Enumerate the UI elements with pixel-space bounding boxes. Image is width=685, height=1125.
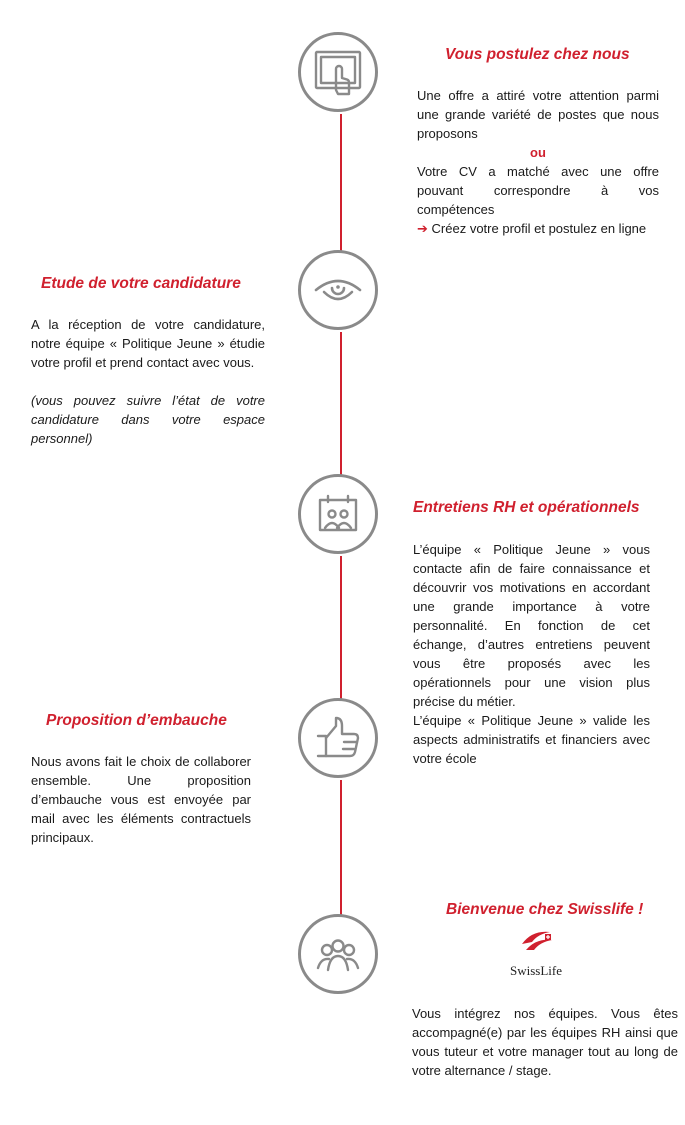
step-3-paragraph-2: L’équipe « Politique Jeune » valide les aspects administratifs et financiers avec votre école	[413, 713, 650, 766]
touch-screen-icon	[310, 44, 366, 100]
eye-icon	[310, 262, 366, 318]
step-4-node	[298, 698, 378, 778]
swisslife-logo	[498, 928, 574, 979]
step-1-paragraph-2: Votre CV a matché avec une offre pouvant correspondre à vos compétences	[417, 164, 659, 217]
timeline-line	[340, 332, 342, 476]
timeline-line	[340, 556, 342, 700]
step-1-title: Vous postulez chez nous	[445, 46, 630, 63]
step-2-title: Etude de votre candidature	[41, 275, 241, 292]
interview-icon	[310, 486, 366, 542]
step-1-node	[298, 32, 378, 112]
step-2-description	[31, 315, 265, 448]
team-icon	[310, 926, 366, 982]
swisslife-logo-text: SwissLife	[510, 963, 562, 978]
step-5-paragraph-1: Vous intégrez nos équipes. Vous êtes accompagné(e) par les équipes RH ainsi que vous tuteur et votre manager tout au long de votre alternance / stage.	[412, 1006, 678, 1078]
step-1-paragraph-1: Une offre a attiré votre attention parmi une grande variété de postes que nous proposons	[417, 88, 659, 141]
step-2-paragraph-1: A la réception de votre candidature, notre équipe « Politique Jeune » étudie votre profil et prend contact avec vous.	[31, 317, 265, 370]
swisslife-logo-mark	[518, 928, 554, 956]
step-3-description	[413, 540, 650, 768]
thumbs-up-icon	[310, 710, 366, 766]
timeline-line	[340, 114, 342, 252]
step-5-node	[298, 914, 378, 994]
step-3-node	[298, 474, 378, 554]
step-4-description	[31, 752, 251, 847]
step-5-title: Bienvenue chez Swisslife !	[446, 901, 644, 918]
step-3-paragraph-1: L’équipe « Politique Jeune » vous contacte afin de faire connaissance et découvrir vos motivations en accordant une grande importance à votre personnalité. En fonction de cet échange, d’autres entretiens peuvent vous être proposés avec les opérationnels pour une vision plus précise du métier.	[413, 542, 650, 709]
step-2-node	[298, 250, 378, 330]
step-4-title: Proposition d’embauche	[46, 712, 227, 729]
step-3-title: Entretiens RH et opérationnels	[413, 499, 640, 516]
arrow-right-icon: ➔	[417, 221, 428, 236]
timeline-line	[340, 780, 342, 916]
step-2-paragraph-2: (vous pouvez suivre l’état de votre candidature dans votre espace personnel)	[31, 393, 265, 446]
or-label: ou	[530, 145, 546, 160]
step-4-paragraph-1: Nous avons fait le choix de collaborer ensemble. Une proposition d’embauche vous est envoyée par mail avec les éléments contractuels principaux.	[31, 754, 251, 845]
step-1-paragraph-3-text: Créez votre profil et postulez en ligne	[431, 221, 647, 236]
step-1-paragraph-3	[417, 219, 659, 238]
step-1-description	[417, 86, 659, 238]
step-5-description	[412, 1004, 678, 1080]
spacer	[31, 372, 265, 391]
